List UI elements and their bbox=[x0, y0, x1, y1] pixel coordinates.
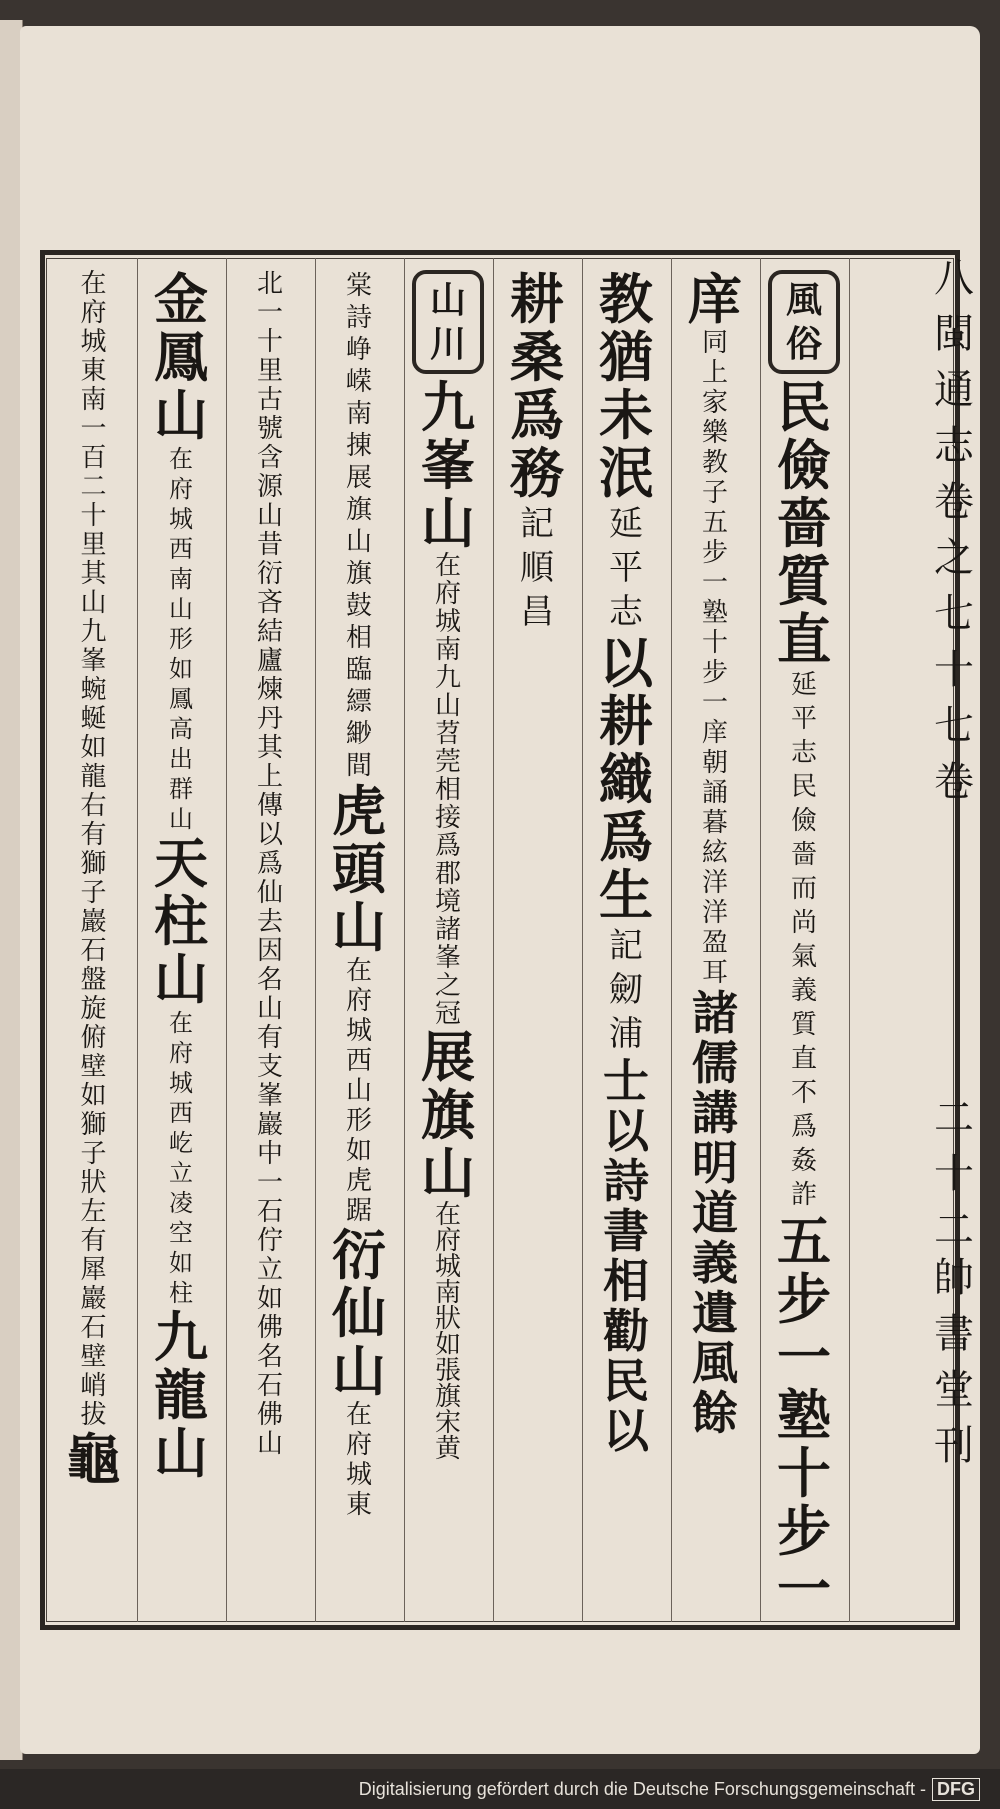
margin-publisher bbox=[930, 1250, 978, 1474]
heading-text: 以 耕 織 爲 生 bbox=[599, 631, 653, 927]
heading-text: 虎 頭 山 bbox=[332, 779, 386, 959]
annotation-text: 在 府 城 南 狀 如 張 旗 宋 黄 bbox=[434, 1200, 461, 1464]
text-column-4 bbox=[493, 267, 581, 1615]
annotation-text: 立 凌 空 如 柱 bbox=[169, 1159, 193, 1307]
annotation-text: 在 府 城 南 九 山 苕 莞 相 接 爲 郡 境 諸 峯 之 冠 bbox=[434, 551, 461, 1029]
annotation-text: 在 府 城 西 屹 bbox=[169, 1009, 193, 1157]
heading-text: 教 猶 未 泯 bbox=[599, 267, 653, 505]
section-badge-mountains-rivers: 山 川 bbox=[412, 270, 484, 374]
annotation-text: 延 平 志 bbox=[609, 504, 643, 632]
heading-text: 五 步 一 塾 十 步 一 bbox=[777, 1209, 831, 1621]
annotation-text: 北 一 十 里 古 號 含 源 山 昔 衍 吝 結 廬 煉 丹 其 上 傳 以 爲 仙 去 因 名 山 有 支 峯 巖 中 一 石 佇 立 如 佛 名 石 佛 山 bbox=[256, 269, 283, 1459]
annotation-text: 同 上 家 樂 教 子 五 步 一 塾 十 步 一 庠 朝 誦 暮 絃 洋 洋 盈 耳 bbox=[701, 328, 728, 988]
heading-text: 九 峯 山 bbox=[421, 375, 475, 555]
margin-title bbox=[930, 250, 978, 805]
annotation-text: 棠 詩 峥 嵘 南 㨂 展 旗 山 旗 鼓 相 臨 縹 緲 間 bbox=[345, 271, 372, 781]
heading-text: 展 旗 山 bbox=[421, 1025, 475, 1205]
annotation-text: 在 府 城 西 南 山 形 bbox=[169, 445, 193, 653]
annotation-text: 記 順 昌 bbox=[520, 504, 554, 632]
footer-credit: Digitalisierung gefördert durch die Deutsche Forschungsgemeinschaft - bbox=[358, 1778, 926, 1799]
heading-text: 士 以 詩 書 相 勸 民 以 bbox=[603, 1054, 649, 1458]
heading-text: 諸 儒 講 明 道 義 遺 風 餘 bbox=[692, 986, 738, 1440]
annotation-text: 在 府 城 東 南 一 百 二 十 里 其 山 九 峯 蜿 蜒 如 龍 右 有 獅 子 巖 石 盤 旋 俯 壁 如 獅 子 狀 左 有 犀 巖 石 壁 峭 拔 bbox=[80, 269, 107, 1430]
volume-title: 八 閩 通 志 卷 之 七 十 七 卷 bbox=[934, 255, 974, 805]
dfg-logo: DFG bbox=[932, 1778, 980, 1801]
heading-text: 庠 bbox=[688, 267, 742, 331]
text-column-1 bbox=[760, 270, 848, 1621]
text-column-6 bbox=[315, 270, 403, 1615]
heading-text: 民 儉 嗇 質 直 bbox=[777, 375, 831, 671]
heading-text: 九 龍 山 bbox=[154, 1305, 208, 1485]
column-rule bbox=[849, 258, 850, 1622]
heading-text: 龜 bbox=[66, 1427, 121, 1491]
heading-text: 耕 桑 爲 務 bbox=[510, 267, 564, 505]
section-badge-customs: 風 俗 bbox=[768, 270, 840, 374]
text-column-3 bbox=[582, 267, 670, 1615]
page-number: 二 十 二 bbox=[934, 1095, 974, 1253]
text-column-7 bbox=[226, 270, 314, 1615]
text-column-2 bbox=[671, 267, 759, 1615]
annotation-text: 記 劒 浦 bbox=[609, 926, 643, 1054]
annotation-text: 如 鳳 高 出 群 山 bbox=[169, 655, 193, 833]
heading-text: 金 鳳 山 bbox=[154, 267, 208, 447]
heading-text: 天 柱 山 bbox=[154, 831, 208, 1011]
heading-text: 衍 仙 山 bbox=[332, 1223, 386, 1403]
margin-page-number bbox=[930, 1090, 978, 1258]
text-column-5 bbox=[404, 270, 492, 1615]
annotation-text: 在 府 城 西 山 形 如 虎 踞 bbox=[345, 956, 372, 1226]
digitization-footer bbox=[0, 1769, 1000, 1809]
text-column-8 bbox=[137, 267, 225, 1615]
annotation-text: 在 府 城 東 bbox=[345, 1400, 372, 1520]
publisher-mark: 帥 書 堂 刊 bbox=[934, 1255, 974, 1469]
lower-margin bbox=[60, 1650, 940, 1740]
annotation-text: 延 平 志 民 儉 嗇 而 尚 氣 義 質 直 不 爲 姦 詐 bbox=[790, 670, 817, 1210]
